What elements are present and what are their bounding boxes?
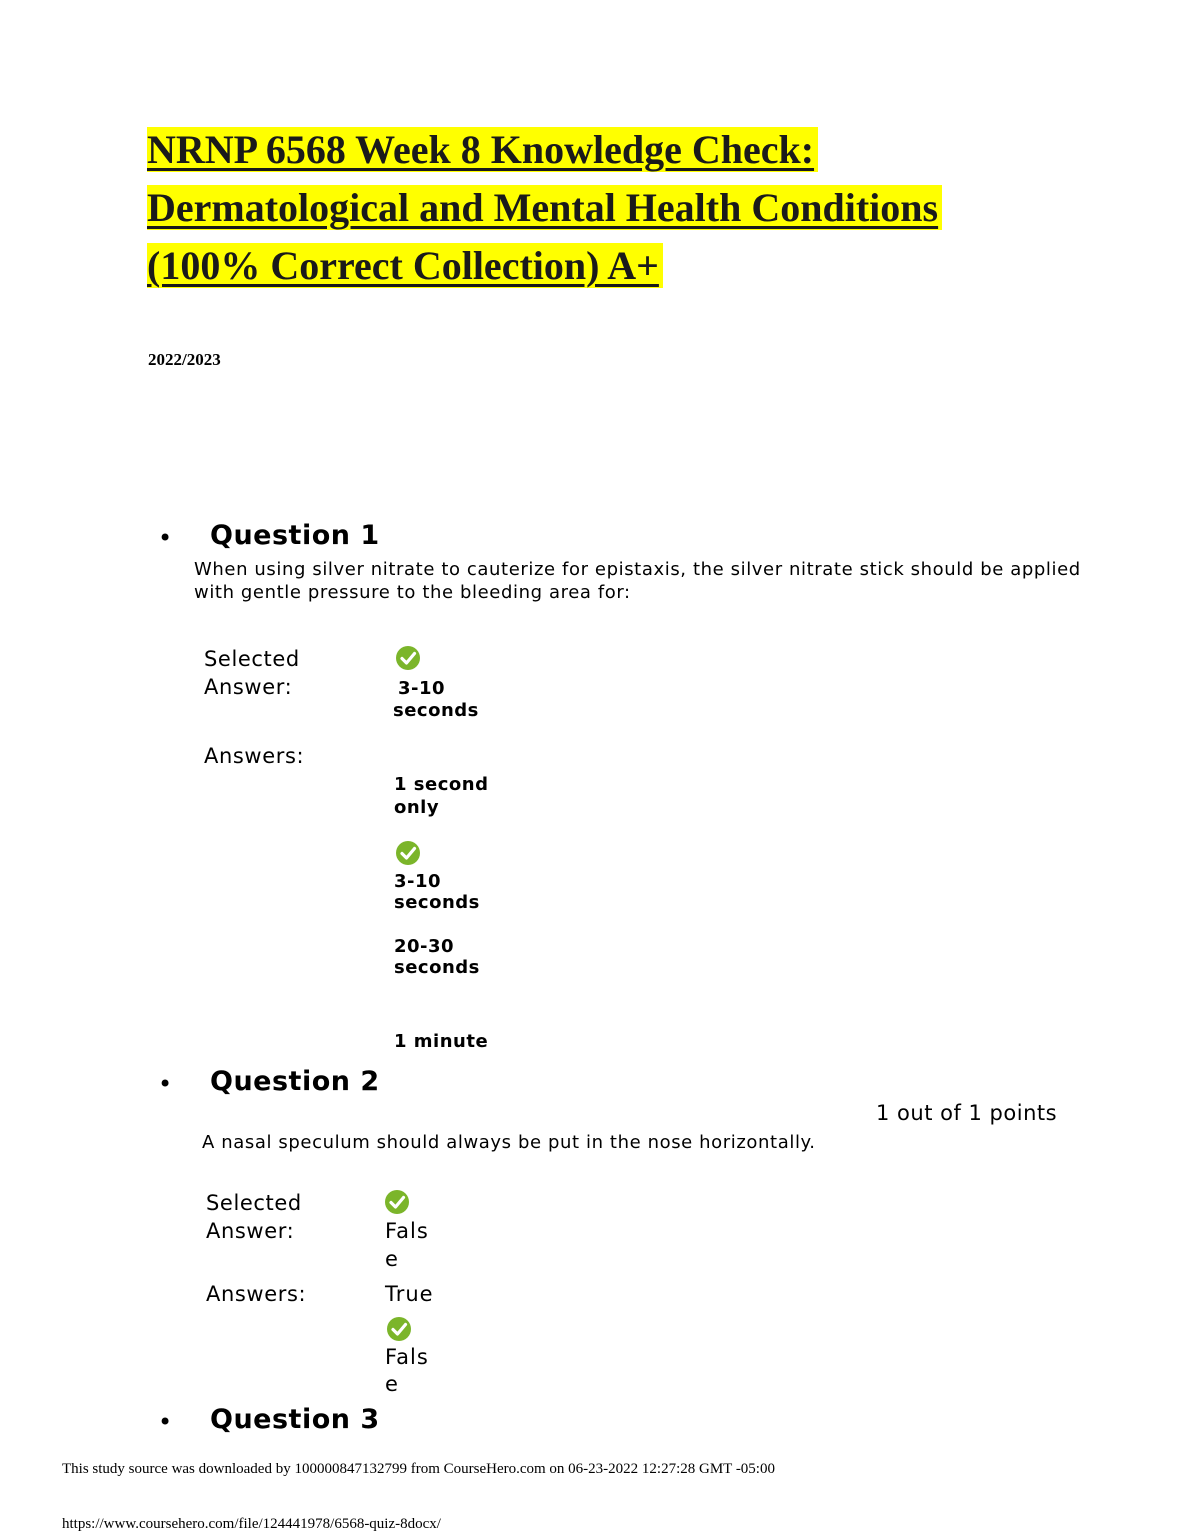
q1-answer-option-line2: seconds <box>394 892 480 913</box>
academic-year: 2022/2023 <box>148 350 221 369</box>
bullet-icon: • <box>158 1070 173 1098</box>
check-circle-icon <box>395 645 421 671</box>
title-line-2: Dermatological and Mental Health Conditions <box>147 185 942 230</box>
q2-answer-option: Fals <box>385 1345 429 1369</box>
title-line-1: NRNP 6568 Week 8 Knowledge Check: <box>147 127 818 172</box>
q1-selected-answer-line1: 3-10 <box>398 678 446 699</box>
document-title <box>147 124 942 292</box>
q1-answer-option-line2: only <box>394 797 440 818</box>
q1-answer-option: 1 second <box>394 774 489 795</box>
question-2-text: A nasal speculum should always be put in the nose horizontally. <box>202 1132 816 1153</box>
q1-selected-answer-label: Selected Answer: <box>204 647 300 699</box>
q1-answer-option-line2: seconds <box>394 957 480 978</box>
download-source-notice: This study source was downloaded by 100000847132799 from CourseHero.com on 06-23-2022 12:27:28 GMT -05:00 <box>62 1461 775 1477</box>
q1-answers-label: Answers: <box>204 744 305 768</box>
q2-answer-option-line2: e <box>385 1372 399 1396</box>
bullet-icon: • <box>158 524 173 552</box>
q2-points-badge: 1 out of 1 points <box>876 1101 1058 1125</box>
q1-answer-option: 1 minute <box>394 1031 489 1052</box>
question-3-title: Question 3 <box>210 1404 380 1435</box>
q2-selected-answer-line1: Fals <box>385 1219 429 1243</box>
q1-answer-option: 20-30 <box>394 936 455 957</box>
question-1-text: When using silver nitrate to cauterize for epistaxis, the silver nitrate stick should be applied with gentle pressure to the bleeding area for: <box>194 559 1081 603</box>
check-circle-icon <box>395 840 421 866</box>
source-url-link[interactable]: https://www.coursehero.com/file/124441978/6568-quiz-8docx/ <box>62 1516 441 1532</box>
q2-selected-answer-label: Selected Answer: <box>206 1191 302 1243</box>
q2-selected-answer-line2: e <box>385 1247 399 1271</box>
q2-answers-label: Answers: <box>206 1282 307 1306</box>
q2-answer-option: True <box>385 1282 434 1306</box>
check-circle-icon <box>384 1189 410 1215</box>
title-line-3: (100% Correct Collection) A+ <box>147 243 663 288</box>
bullet-icon: • <box>158 1408 173 1436</box>
question-2-title: Question 2 <box>210 1066 380 1097</box>
q1-selected-answer-line2: seconds <box>393 700 479 721</box>
question-1-title: Question 1 <box>210 520 380 551</box>
q1-answer-option: 3-10 <box>394 871 442 892</box>
check-circle-icon <box>386 1316 412 1342</box>
